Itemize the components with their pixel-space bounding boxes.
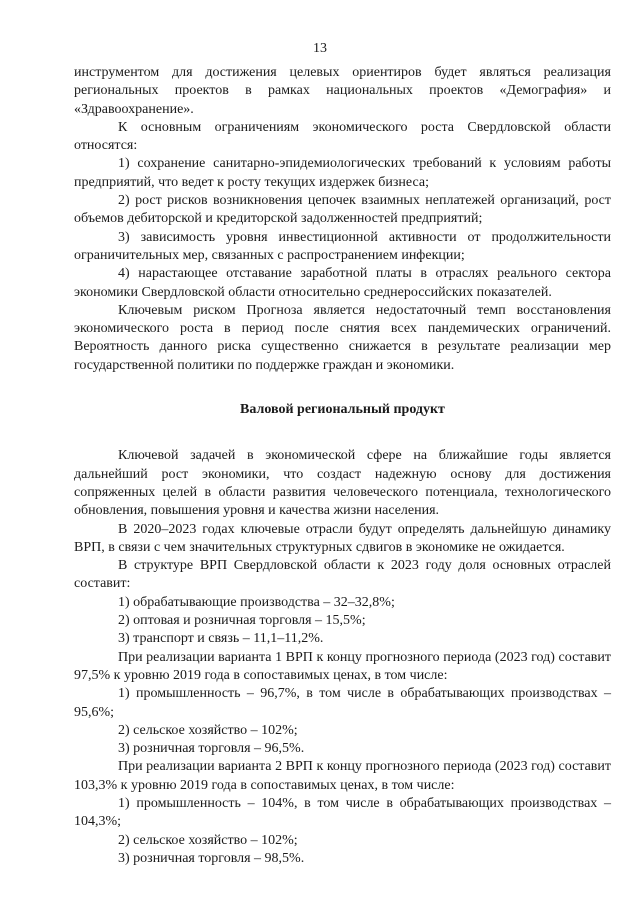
list-item: 1) сохранение санитарно-эпидемиологических требований к условиям работы предприятий, что ведет к росту текущих издержек бизнеса; (74, 156, 611, 190)
list-item: 3) транспорт и связь – 11,1–11,2%. (118, 631, 324, 647)
paragraph: инструментом для достижения целевых ориентиров будет являться реализация региональных проектов в рамках национальных проектов «Демография» и «Здравоохранение». (74, 65, 611, 117)
document-body (74, 64, 611, 868)
section-heading: Валовой региональный продукт (240, 402, 445, 418)
list-item: 2) сельское хозяйство – 102%; (118, 832, 298, 848)
list-item: 3) розничная торговля – 96,5%. (118, 741, 305, 757)
paragraph: В 2020–2023 годах ключевые отрасли будут определять дальнейшую динамику ВРП, в связи с чем значительных структурных сдвигов в экономике не ожидается. (74, 521, 611, 555)
list-item: 2) рост рисков возникновения цепочек взаимных неплатежей организаций, рост объемов дебиторской и кредиторской задолженностей предприятий; (74, 193, 611, 227)
paragraph: К основным ограничениям экономического роста Свердловской области относятся: (74, 119, 611, 154)
list-item: 1) обрабатывающие производства – 32–32,8%; (118, 594, 395, 610)
list-item: 3) розничная торговля – 98,5%. (118, 850, 305, 866)
paragraph: Ключевым риском Прогноза является недостаточный темп восстановления экономического роста в период после снятия всех пандемических ограничений. Вероятность данного риска существенно снижается в результате реализации мер государственной политики по поддержке граждан и экономики. (74, 302, 611, 373)
list-item: 4) нарастающее отставание заработной платы в отраслях реального сектора экономики Свердловской области относительно среднероссийских показателей. (74, 266, 611, 300)
list-item: 3) зависимость уровня инвестиционной активности от продолжительности ограничительных мер, связанных с распространением инфекции; (74, 229, 611, 263)
list-item: 1) промышленность – 104%, в том числе в обрабатывающих производствах – 104,3%; (74, 795, 611, 830)
page-number: 13 (313, 41, 327, 56)
paragraph: При реализации варианта 2 ВРП к концу прогнозного периода (2023 год) составит 103,3% к уровню 2019 года в сопоставимых ценах, в том числе: (74, 759, 611, 793)
paragraph: При реализации варианта 1 ВРП к концу прогнозного периода (2023 год) составит 97,5% к уровню 2019 года в сопоставимых ценах, в том числе: (74, 649, 611, 683)
list-item: 2) сельское хозяйство – 102%; (118, 722, 298, 738)
list-item: 2) оптовая и розничная торговля – 15,5%; (118, 613, 366, 629)
paragraph: В структуре ВРП Свердловской области к 2023 году доля основных отраслей составит: (74, 558, 611, 592)
list-item: 1) промышленность – 96,7%, в том числе в обрабатывающих производствах – 95,6%; (74, 686, 611, 720)
paragraph: Ключевой задачей в экономической сфере на ближайшие годы является дальнейший рост экономики, что создаст надежную основу для достижения сопряженных целей в области развития человеческого потенциала, технологического обновления, повышения уровня и качества жизни населения. (74, 448, 611, 519)
